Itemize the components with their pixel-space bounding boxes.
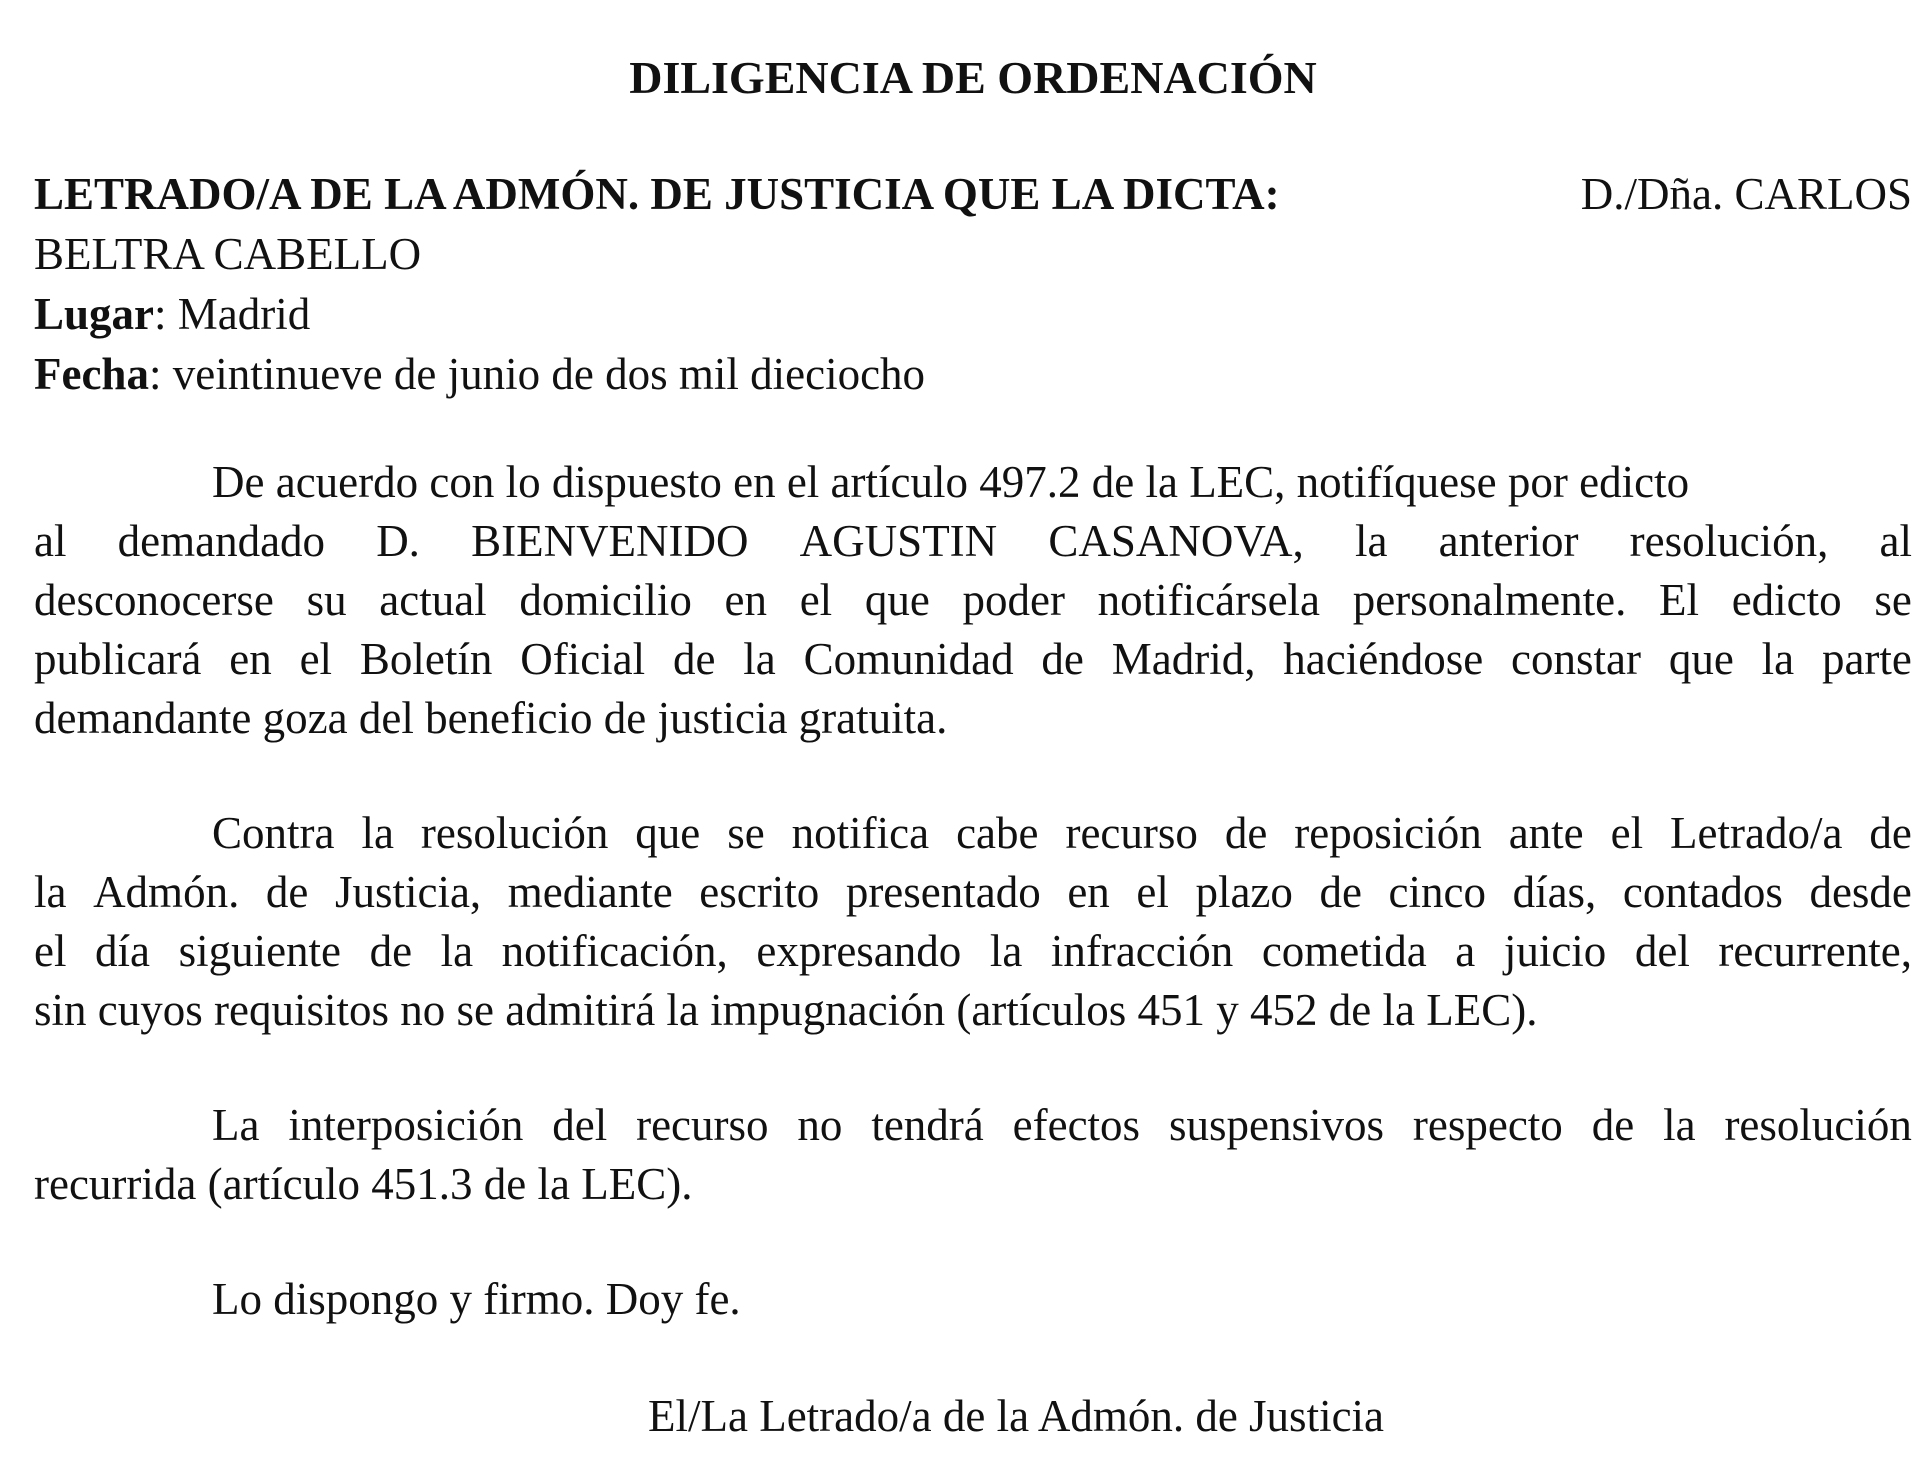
lugar-label: Lugar xyxy=(34,289,155,339)
letrado-line xyxy=(34,164,1912,224)
fecha-line xyxy=(34,344,1912,404)
letrado-value-line1: D./Dña. CARLOS xyxy=(1580,169,1912,219)
paragraph-line: al demandado D. BIENVENIDO AGUSTIN CASANOVA, la anterior resolución, al xyxy=(34,516,1912,566)
paragraph-line: Contra la resolución que se notifica cabe recurso de reposición ante el Letrado/a de xyxy=(212,808,1912,858)
paragraph-notificacion xyxy=(34,453,1912,748)
document-header xyxy=(34,164,1912,404)
paragraph-line: sin cuyos requisitos no se admitirá la impugnación (artículos 451 y 452 de la LEC). xyxy=(34,985,1538,1035)
document-title: DILIGENCIA DE ORDENACIÓN xyxy=(629,52,1317,103)
paragraph-line: La interposición del recurso no tendrá efectos suspensivos respecto de la resolución xyxy=(212,1100,1912,1150)
document-page xyxy=(34,0,1912,1464)
lugar-value: : Madrid xyxy=(154,289,311,339)
paragraph-line: recurrida (artículo 451.3 de la LEC). xyxy=(34,1159,693,1209)
paragraph-firma xyxy=(34,1270,1912,1329)
paragraph-line: el día siguiente de la notificación, expresando la infracción cometida a juicio del recurrente, xyxy=(34,926,1912,976)
paragraph-line: la Admón. de Justicia, mediante escrito presentado en el plazo de cinco días, contados desde xyxy=(34,867,1912,917)
paragraph-line: De acuerdo con lo dispuesto en el artículo 497.2 de la LEC, notifíquese por edicto xyxy=(212,457,1690,507)
letrado-value-line2: BELTRA CABELLO xyxy=(34,229,422,279)
paragraph-line: publicará en el Boletín Oficial de la Comunidad de Madrid, haciéndose constar que la parte xyxy=(34,634,1912,684)
paragraph-line: demandante goza del beneficio de justicia gratuita. xyxy=(34,693,948,743)
fecha-value: : veintinueve de junio de dos mil dieciocho xyxy=(148,349,926,399)
paragraph-line: desconocerse su actual domicilio en el que poder notificársela personalmente. El edicto se xyxy=(34,575,1912,625)
paragraph-recurso xyxy=(34,804,1912,1040)
paragraph-line: Lo dispongo y firmo. Doy fe. xyxy=(212,1274,741,1324)
lugar-line xyxy=(34,284,1912,344)
paragraph-efectos xyxy=(34,1096,1912,1214)
fecha-label: Fecha xyxy=(34,349,149,399)
signature-line: El/La Letrado/a de la Admón. de Justicia xyxy=(648,1391,1385,1441)
letrado-label: LETRADO/A DE LA ADMÓN. DE JUSTICIA QUE LA DICTA: xyxy=(34,169,1280,219)
